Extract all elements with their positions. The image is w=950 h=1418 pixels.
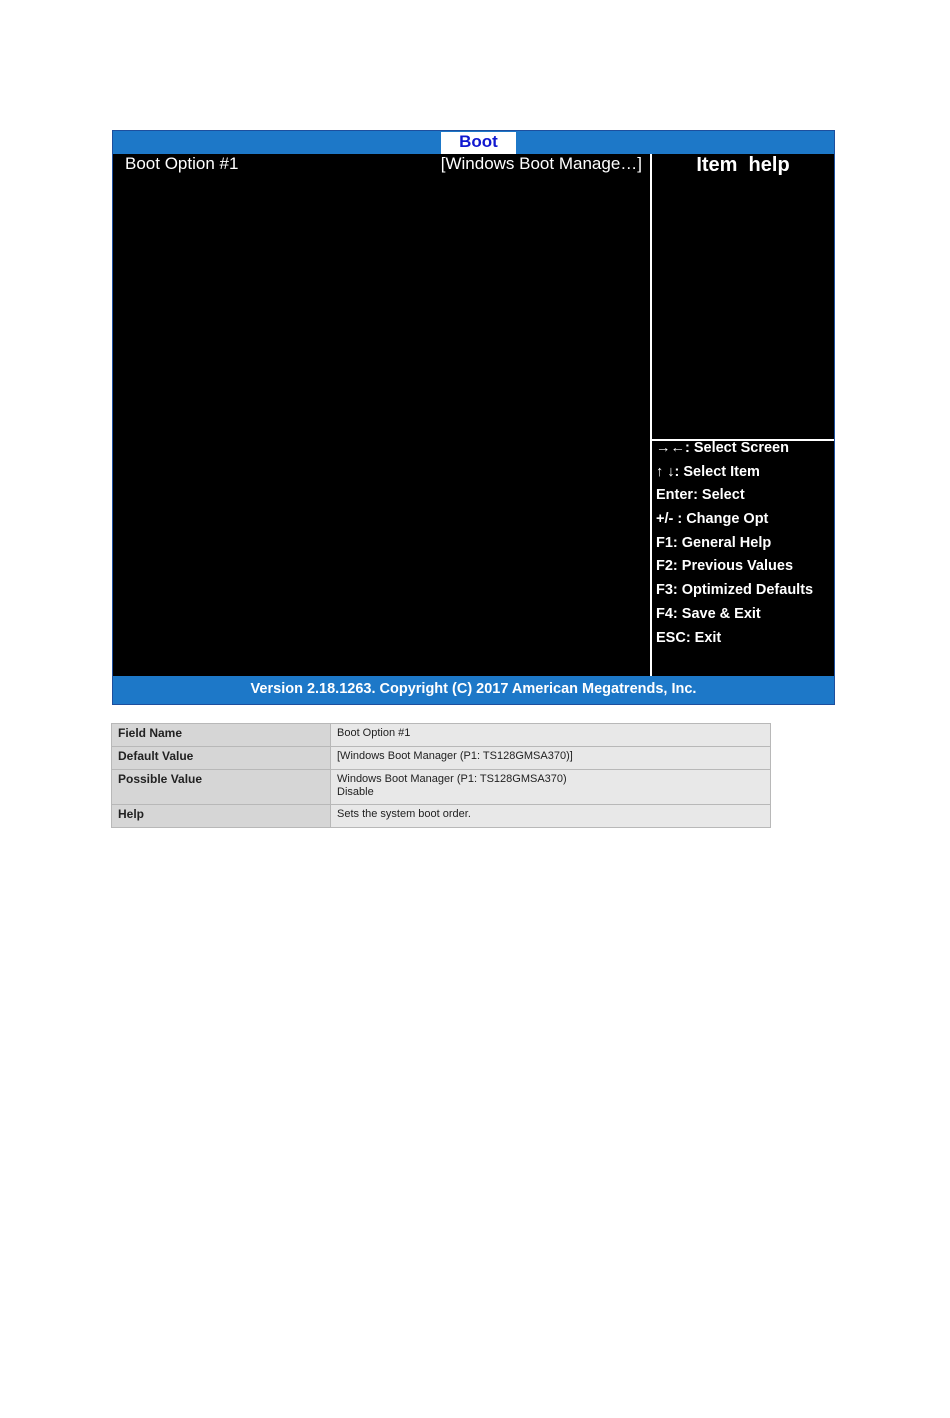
default-value-key: Default Value (112, 747, 331, 770)
possible-value-key: Possible Value (112, 770, 331, 805)
key-hint-save-exit: F4: Save & Exit (656, 605, 761, 622)
key-hint-previous-values: F2: Previous Values (656, 558, 794, 575)
key-hint-enter: Enter: Select (656, 487, 745, 504)
field-name-key: Field Name (112, 724, 331, 747)
key-hint-general-help: F1: General Help (656, 534, 772, 551)
help-pane (652, 154, 834, 678)
key-hint-select-screen: →←: Select Screen (656, 440, 789, 456)
key-hint-select-item: ↑ ↓: Select Item (656, 463, 760, 480)
table-row (112, 747, 771, 770)
version-footer: Version 2.18.1263. Copyright (C) 2017 American Megatrends, Inc. (113, 676, 834, 704)
help-key: Help (112, 805, 331, 828)
key-hint-esc-exit: ESC: Exit (656, 629, 722, 646)
top-menu-bar (113, 131, 834, 154)
table-row (112, 805, 771, 828)
boot-option-value[interactable]: [Windows Boot Manage…] (440, 154, 642, 173)
default-value-value: [Windows Boot Manager (P1: TS128GMSA370)] (331, 747, 771, 770)
tab-boot[interactable]: Boot (441, 132, 516, 154)
item-help-title: Item help (696, 154, 790, 176)
table-row (112, 724, 771, 747)
main-pane (113, 154, 650, 678)
table-row (112, 770, 771, 805)
help-value: Sets the system boot order. (331, 805, 771, 828)
field-info-table (111, 723, 771, 828)
possible-value-option-2: Disable (337, 786, 374, 798)
boot-option-label[interactable]: Boot Option #1 (125, 154, 239, 173)
field-name-value: Boot Option #1 (331, 724, 771, 747)
possible-value-cell (331, 770, 771, 805)
possible-value-option-1: Windows Boot Manager (P1: TS128GMSA370) (337, 773, 567, 785)
key-legend (656, 438, 813, 651)
key-hint-optimized-defaults: F3: Optimized Defaults (656, 582, 814, 599)
bios-screen (112, 130, 835, 705)
key-hint-change-opt: +/- : Change Opt (656, 511, 769, 528)
